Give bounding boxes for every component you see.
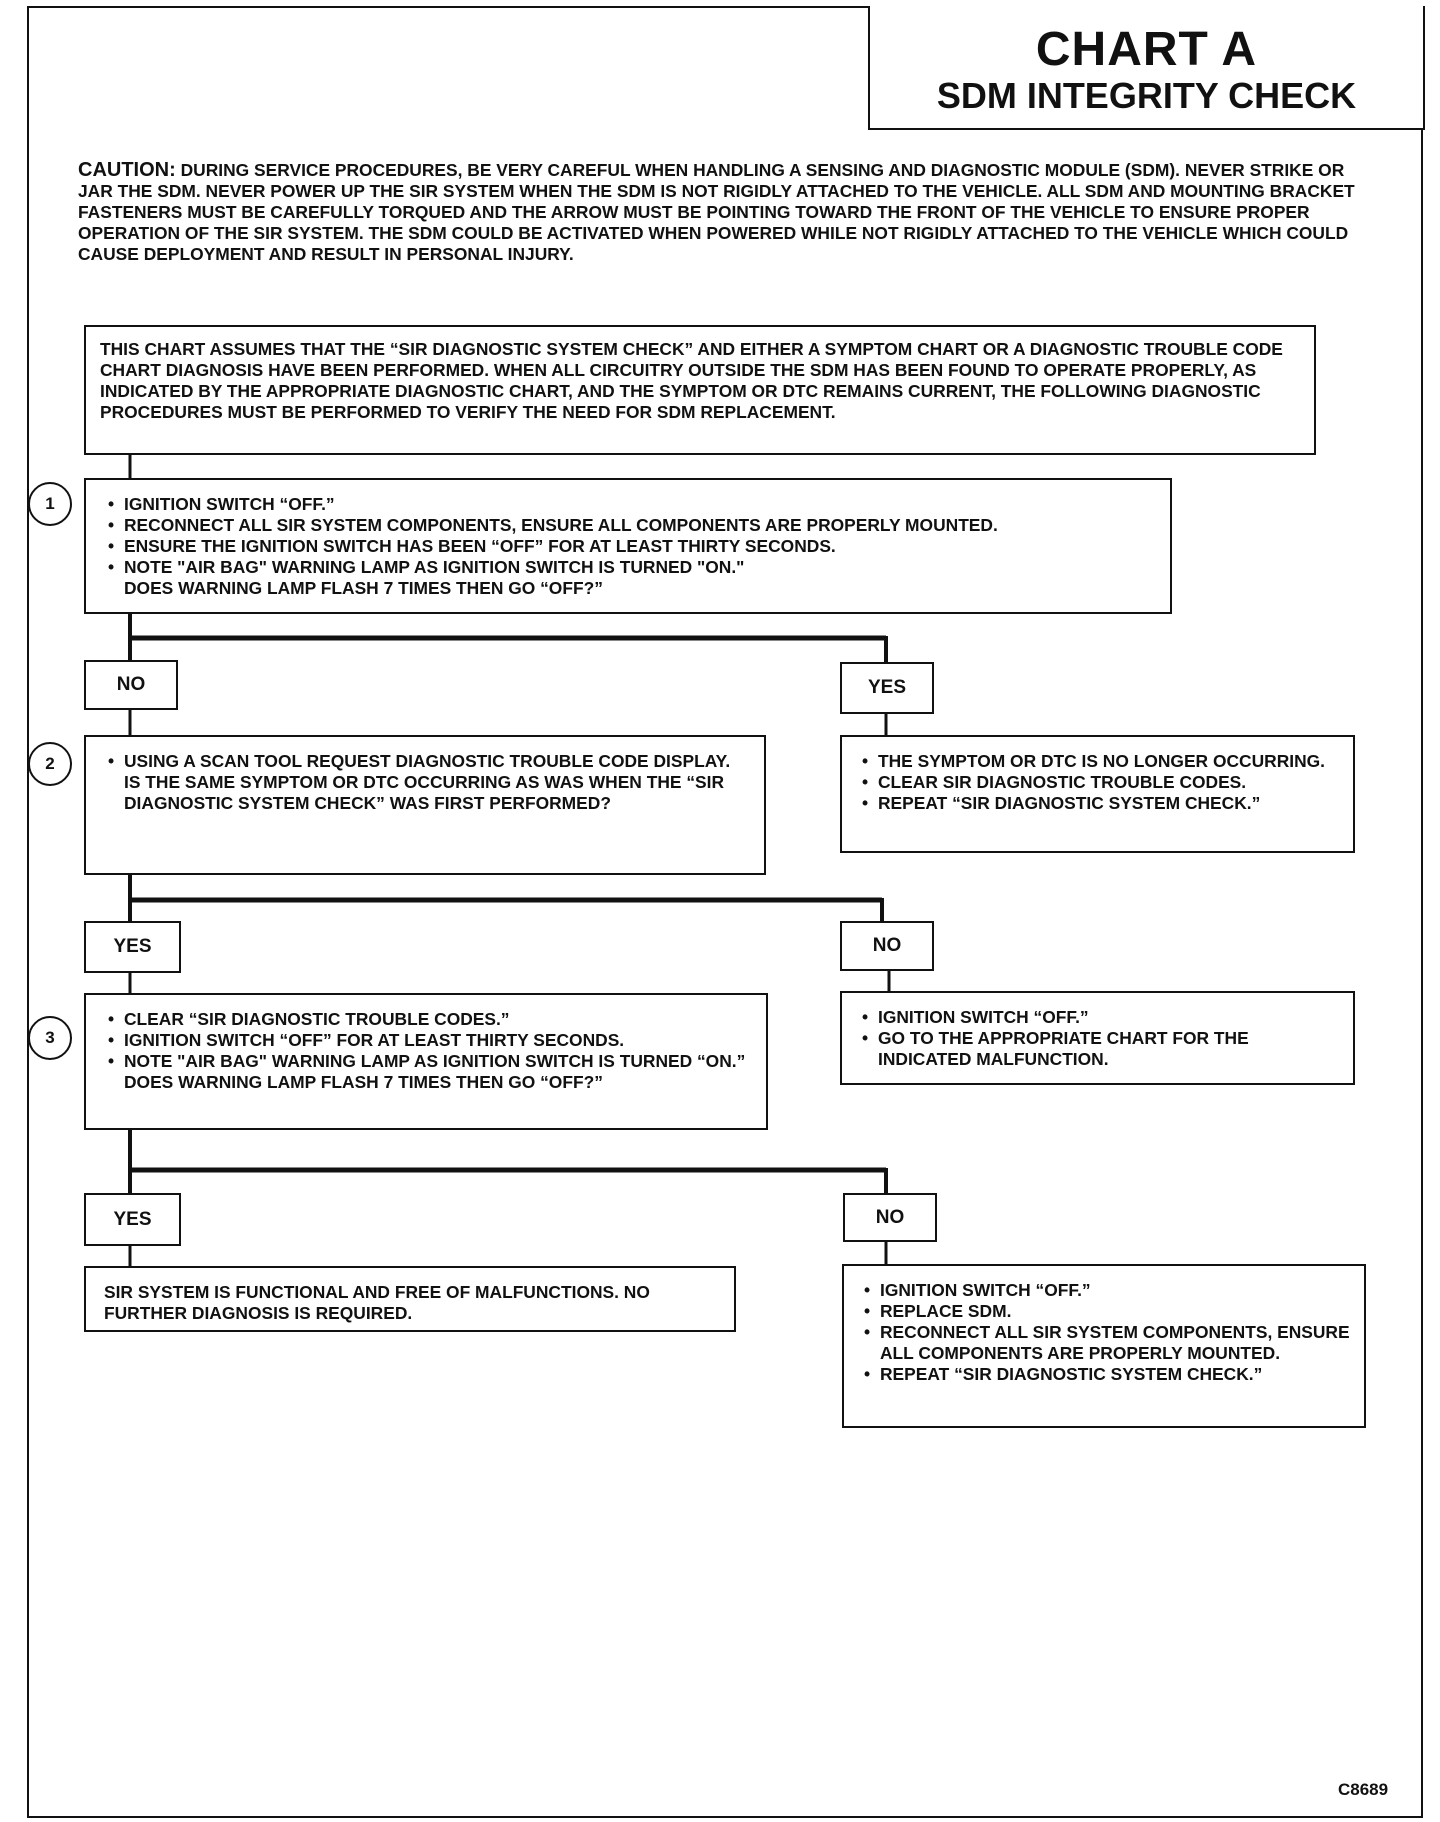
intro-box [84, 325, 1316, 455]
step3-bullets [108, 1009, 756, 1072]
chart-title-box [868, 6, 1425, 130]
step1-bullet: • RECONNECT ALL SIR SYSTEM COMPONENTS, ENSURE ALL COMPONENTS ARE PROPERLY MOUNTED. [108, 515, 1160, 536]
result-bullet: • CLEAR SIR DIAGNOSTIC TROUBLE CODES. [862, 772, 1345, 793]
step3-box [84, 993, 768, 1130]
step2-bullets [108, 751, 754, 772]
step3-bullet: • IGNITION SWITCH “OFF” FOR AT LEAST THIRTY SECONDS. [108, 1030, 756, 1051]
result-bullet: • IGNITION SWITCH “OFF.” [864, 1280, 1356, 1301]
step1-no-label: NO [84, 660, 178, 710]
step3-bullet: • CLEAR “SIR DIAGNOSTIC TROUBLE CODES.” [108, 1009, 756, 1030]
step2-bullet: • USING A SCAN TOOL REQUEST DIAGNOSTIC TROUBLE CODE DISPLAY. [108, 751, 754, 772]
step-number-1: 1 [28, 482, 72, 526]
step1-yes-result-box [840, 735, 1355, 853]
step-number-3: 3 [28, 1016, 72, 1060]
step1-bullets [108, 494, 1160, 578]
step3-question: DOES WARNING LAMP FLASH 7 TIMES THEN GO “OFF?” [124, 1072, 603, 1092]
result-bullet: • IGNITION SWITCH “OFF.” [862, 1007, 1345, 1028]
step3-yes-result-text: SIR SYSTEM IS FUNCTIONAL AND FREE OF MALFUNCTIONS. NO FURTHER DIAGNOSIS IS REQUIRED. [104, 1282, 650, 1323]
caution-text: DURING SERVICE PROCEDURES, BE VERY CAREFUL WHEN HANDLING A SENSING AND DIAGNOSTIC MODULE (SDM). NEVER STRIKE OR JAR THE SDM. NEVER POWER UP THE SIR SYSTEM WHEN THE SDM IS NOT RIGIDLY ATTACHED TO THE VEHICLE. ALL SDM AND MOUNTING BRACKET FASTENERS MUST BE CAREFULLY TORQUED AND THE ARROW MUST BE POINTING TOWARD THE FRONT OF THE VEHICLE TO ENSURE PROPER OPERATION OF THE SIR SYSTEM. THE SDM COULD BE ACTIVATED WHEN POWERED WHILE NOT RIGIDLY ATTACHED TO THE VEHICLE WHICH COULD CAUSE DEPLOYMENT AND RESULT IN PERSONAL INJURY. [78, 160, 1355, 264]
step-number-2: 2 [28, 742, 72, 786]
step2-no-label: NO [840, 921, 934, 971]
step1-question: DOES WARNING LAMP FLASH 7 TIMES THEN GO “OFF?” [124, 578, 603, 598]
step3-yes-label: YES [84, 1193, 181, 1246]
result-bullet: • THE SYMPTOM OR DTC IS NO LONGER OCCURRING. [862, 751, 1345, 772]
figure-code: C8689 [1338, 1780, 1389, 1799]
step3-bullet: • NOTE "AIR BAG" WARNING LAMP AS IGNITION SWITCH IS TURNED “ON.” [108, 1051, 756, 1072]
step3-no-result-bullets [864, 1280, 1356, 1385]
step1-yes-result-bullets [862, 751, 1345, 814]
result-bullet: • REPEAT “SIR DIAGNOSTIC SYSTEM CHECK.” [864, 1364, 1356, 1385]
step2-question: IS THE SAME SYMPTOM OR DTC OCCURRING AS WAS WHEN THE “SIR DIAGNOSTIC SYSTEM CHECK” WAS FIRST PERFORMED? [124, 772, 725, 813]
result-bullet: • REPEAT “SIR DIAGNOSTIC SYSTEM CHECK.” [862, 793, 1345, 814]
chart-subtitle: SDM INTEGRITY CHECK [936, 75, 1357, 116]
caution-paragraph [78, 160, 1358, 265]
caution-label: CAUTION: [78, 159, 176, 181]
step3-no-label: NO [843, 1193, 937, 1242]
intro-text: THIS CHART ASSUMES THAT THE “SIR DIAGNOSTIC SYSTEM CHECK” AND EITHER A SYMPTOM CHART OR A DIAGNOSTIC TROUBLE CODE CHART DIAGNOSIS HAVE BEEN PERFORMED. WHEN ALL CIRCUITRY OUTSIDE THE SDM HAS BEEN FOUND TO OPERATE PROPERLY, AS INDICATED BY THE APPROPRIATE DIAGNOSTIC CHART, AND THE SYMPTOM OR DTC REMAINS CURRENT, THE FOLLOWING DIAGNOSTIC PROCEDURES MUST BE PERFORMED TO VERIFY THE NEED FOR SDM REPLACEMENT. [100, 339, 1283, 422]
step1-bullet: • IGNITION SWITCH “OFF.” [108, 494, 1160, 515]
result-bullet: • GO TO THE APPROPRIATE CHART FOR THE INDICATED MALFUNCTION. [862, 1028, 1345, 1070]
step1-bullet: • NOTE "AIR BAG" WARNING LAMP AS IGNITION SWITCH IS TURNED "ON." [108, 557, 1160, 578]
step2-box [84, 735, 766, 875]
step3-yes-result-box [84, 1266, 736, 1332]
result-bullet: • REPLACE SDM. [864, 1301, 1356, 1322]
chart-title: CHART A [1035, 23, 1258, 76]
result-bullet: • RECONNECT ALL SIR SYSTEM COMPONENTS, ENSURE ALL COMPONENTS ARE PROPERLY MOUNTED. [864, 1322, 1356, 1364]
step2-yes-label: YES [84, 921, 181, 973]
step1-box [84, 478, 1172, 614]
step2-no-result-box [840, 991, 1355, 1085]
step2-no-result-bullets [862, 1007, 1345, 1070]
step1-bullet: • ENSURE THE IGNITION SWITCH HAS BEEN “OFF” FOR AT LEAST THIRTY SECONDS. [108, 536, 1160, 557]
step1-yes-label: YES [840, 662, 934, 714]
step3-no-result-box [842, 1264, 1366, 1428]
